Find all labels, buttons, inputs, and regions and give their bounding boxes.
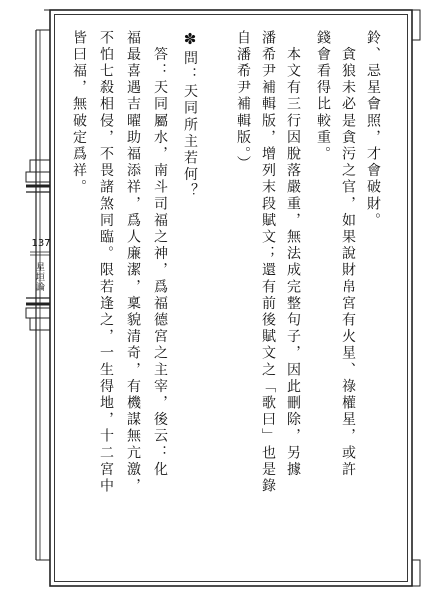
text-column-8: 答：天同屬水，南斗司福之神，爲福德宮之主宰，後云：化 bbox=[152, 30, 168, 479]
question-heading bbox=[183, 30, 197, 200]
text-column-5: 潘希尹補輯版，增列末段賦文；還有前後賦文之「歌曰」也是錄 bbox=[260, 30, 276, 495]
asterisk-icon: ✽ bbox=[181, 30, 199, 51]
text-column-6: 自潘希尹補輯版。） bbox=[235, 30, 251, 173]
text-column-10: 不怕七殺相侵，不畏諸煞同臨。限若逢之，一生得地，十二宮中 bbox=[98, 30, 114, 495]
text-column-11: 皆曰福，無破定爲祥。 bbox=[71, 30, 87, 196]
text-column-9: 福最喜遇吉曜助福添祥，爲人廉潔，稟貌清奇，有機謀無亢激， bbox=[125, 30, 141, 495]
question-heading-text: 問：天同所主若何？ bbox=[182, 50, 198, 201]
text-column-4: 本文有三行因脫落嚴重，無法成完整句子，因此刪除，另據 bbox=[285, 30, 301, 479]
text-column-3: 錢會看得比較重。 bbox=[315, 30, 331, 163]
page-number: 137 bbox=[31, 238, 51, 249]
text-column-2: 貪狼未必是貪污之官，如果說財帛宮有火星、祿權星，或許 bbox=[340, 30, 356, 479]
text-column-1: 鈴、忌星會照，才會破財。 bbox=[365, 30, 381, 230]
running-title: 星垣論 bbox=[34, 262, 44, 292]
